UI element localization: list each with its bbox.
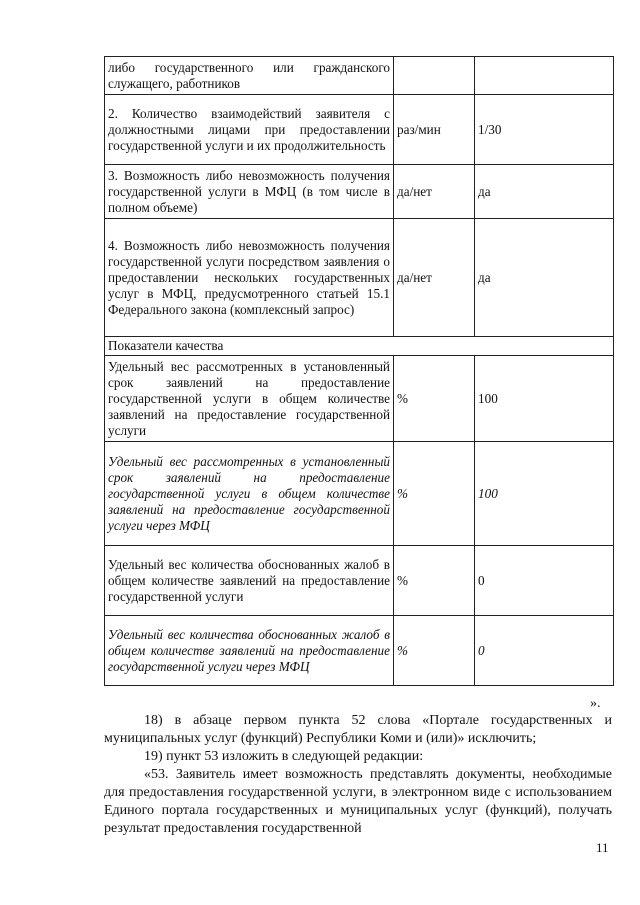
row-1-value: [475, 57, 614, 95]
table-row: [105, 95, 614, 165]
paragraph-53: «53. Заявитель имеет возможность представлять документы, необходимые для предоставления государственной услуги, в электронном виде с использованием Единого портала государственных и муниципальных услуг (функций), получать результат предоставления государственной: [104, 767, 612, 836]
table-row: [105, 356, 614, 442]
table-row: [105, 219, 614, 337]
row-7-unit: %: [394, 546, 475, 616]
row-7-indicator: Удельный вес количества обоснованных жалоб в общем количестве заявлений на предоставление государственной услуги: [105, 546, 394, 616]
closing-quote: ».: [590, 696, 601, 711]
row-2-indicator: 2. Количество взаимодействий заявителя с должностными лицами при предоставлении государственной услуги и их продолжительность: [105, 95, 394, 165]
row-6-unit: %: [394, 442, 475, 546]
row-8-value: 0: [475, 616, 614, 686]
row-2-value: 1/30: [475, 95, 614, 165]
row-4-value: да: [475, 219, 614, 337]
row-7-value: 0: [475, 546, 614, 616]
table-row: [105, 616, 614, 686]
row-5-unit: %: [394, 356, 475, 442]
row-6-indicator: Удельный вес рассмотренных в установленный срок заявлений на предоставление государственной услуги в общем количестве заявлений на предоставление государственной услуги через МФЦ: [105, 442, 394, 546]
quality-indicators-header: Показатели качества: [105, 337, 614, 356]
table-row: [105, 57, 614, 95]
row-6-value: 100: [475, 442, 614, 546]
row-4-indicator: 4. Возможность либо невозможность получения государственной услуги посредством заявления о предоставлении нескольких государственных услуг в МФЦ, предусмотренного статьей 15.1 Федерального закона (комплексный запрос): [105, 219, 394, 337]
indicators-table: [104, 56, 614, 686]
paragraph-19: 19) пункт 53 изложить в следующей редакции:: [144, 749, 424, 764]
row-1-indicator: либо государственного или гражданского служащего, работников: [105, 57, 394, 95]
row-2-unit: раз/мин: [394, 95, 475, 165]
row-8-indicator: Удельный вес количества обоснованных жалоб в общем количестве заявлений на предоставление государственной услуги через МФЦ: [105, 616, 394, 686]
table-row: [105, 165, 614, 219]
row-5-indicator: Удельный вес рассмотренных в установленный срок заявлений на предоставление государственной услуги в общем количестве заявлений на предоставление государственной услуги: [105, 356, 394, 442]
row-3-unit: да/нет: [394, 165, 475, 219]
row-5-value: 100: [475, 356, 614, 442]
row-8-unit: %: [394, 616, 475, 686]
row-3-indicator: 3. Возможность либо невозможность получения государственной услуги в МФЦ (в том числе в полном объеме): [105, 165, 394, 219]
section-header-row: [105, 337, 614, 356]
row-4-unit: да/нет: [394, 219, 475, 337]
page-number: 11: [596, 840, 609, 855]
row-3-value: да: [475, 165, 614, 219]
paragraph-18: 18) в абзаце первом пункта 52 слова «Портале государственных и муниципальных услуг (функций) Республики Коми и (или)» исключить;: [104, 713, 612, 746]
table-row: [105, 442, 614, 546]
table-row: [105, 546, 614, 616]
row-1-unit: [394, 57, 475, 95]
